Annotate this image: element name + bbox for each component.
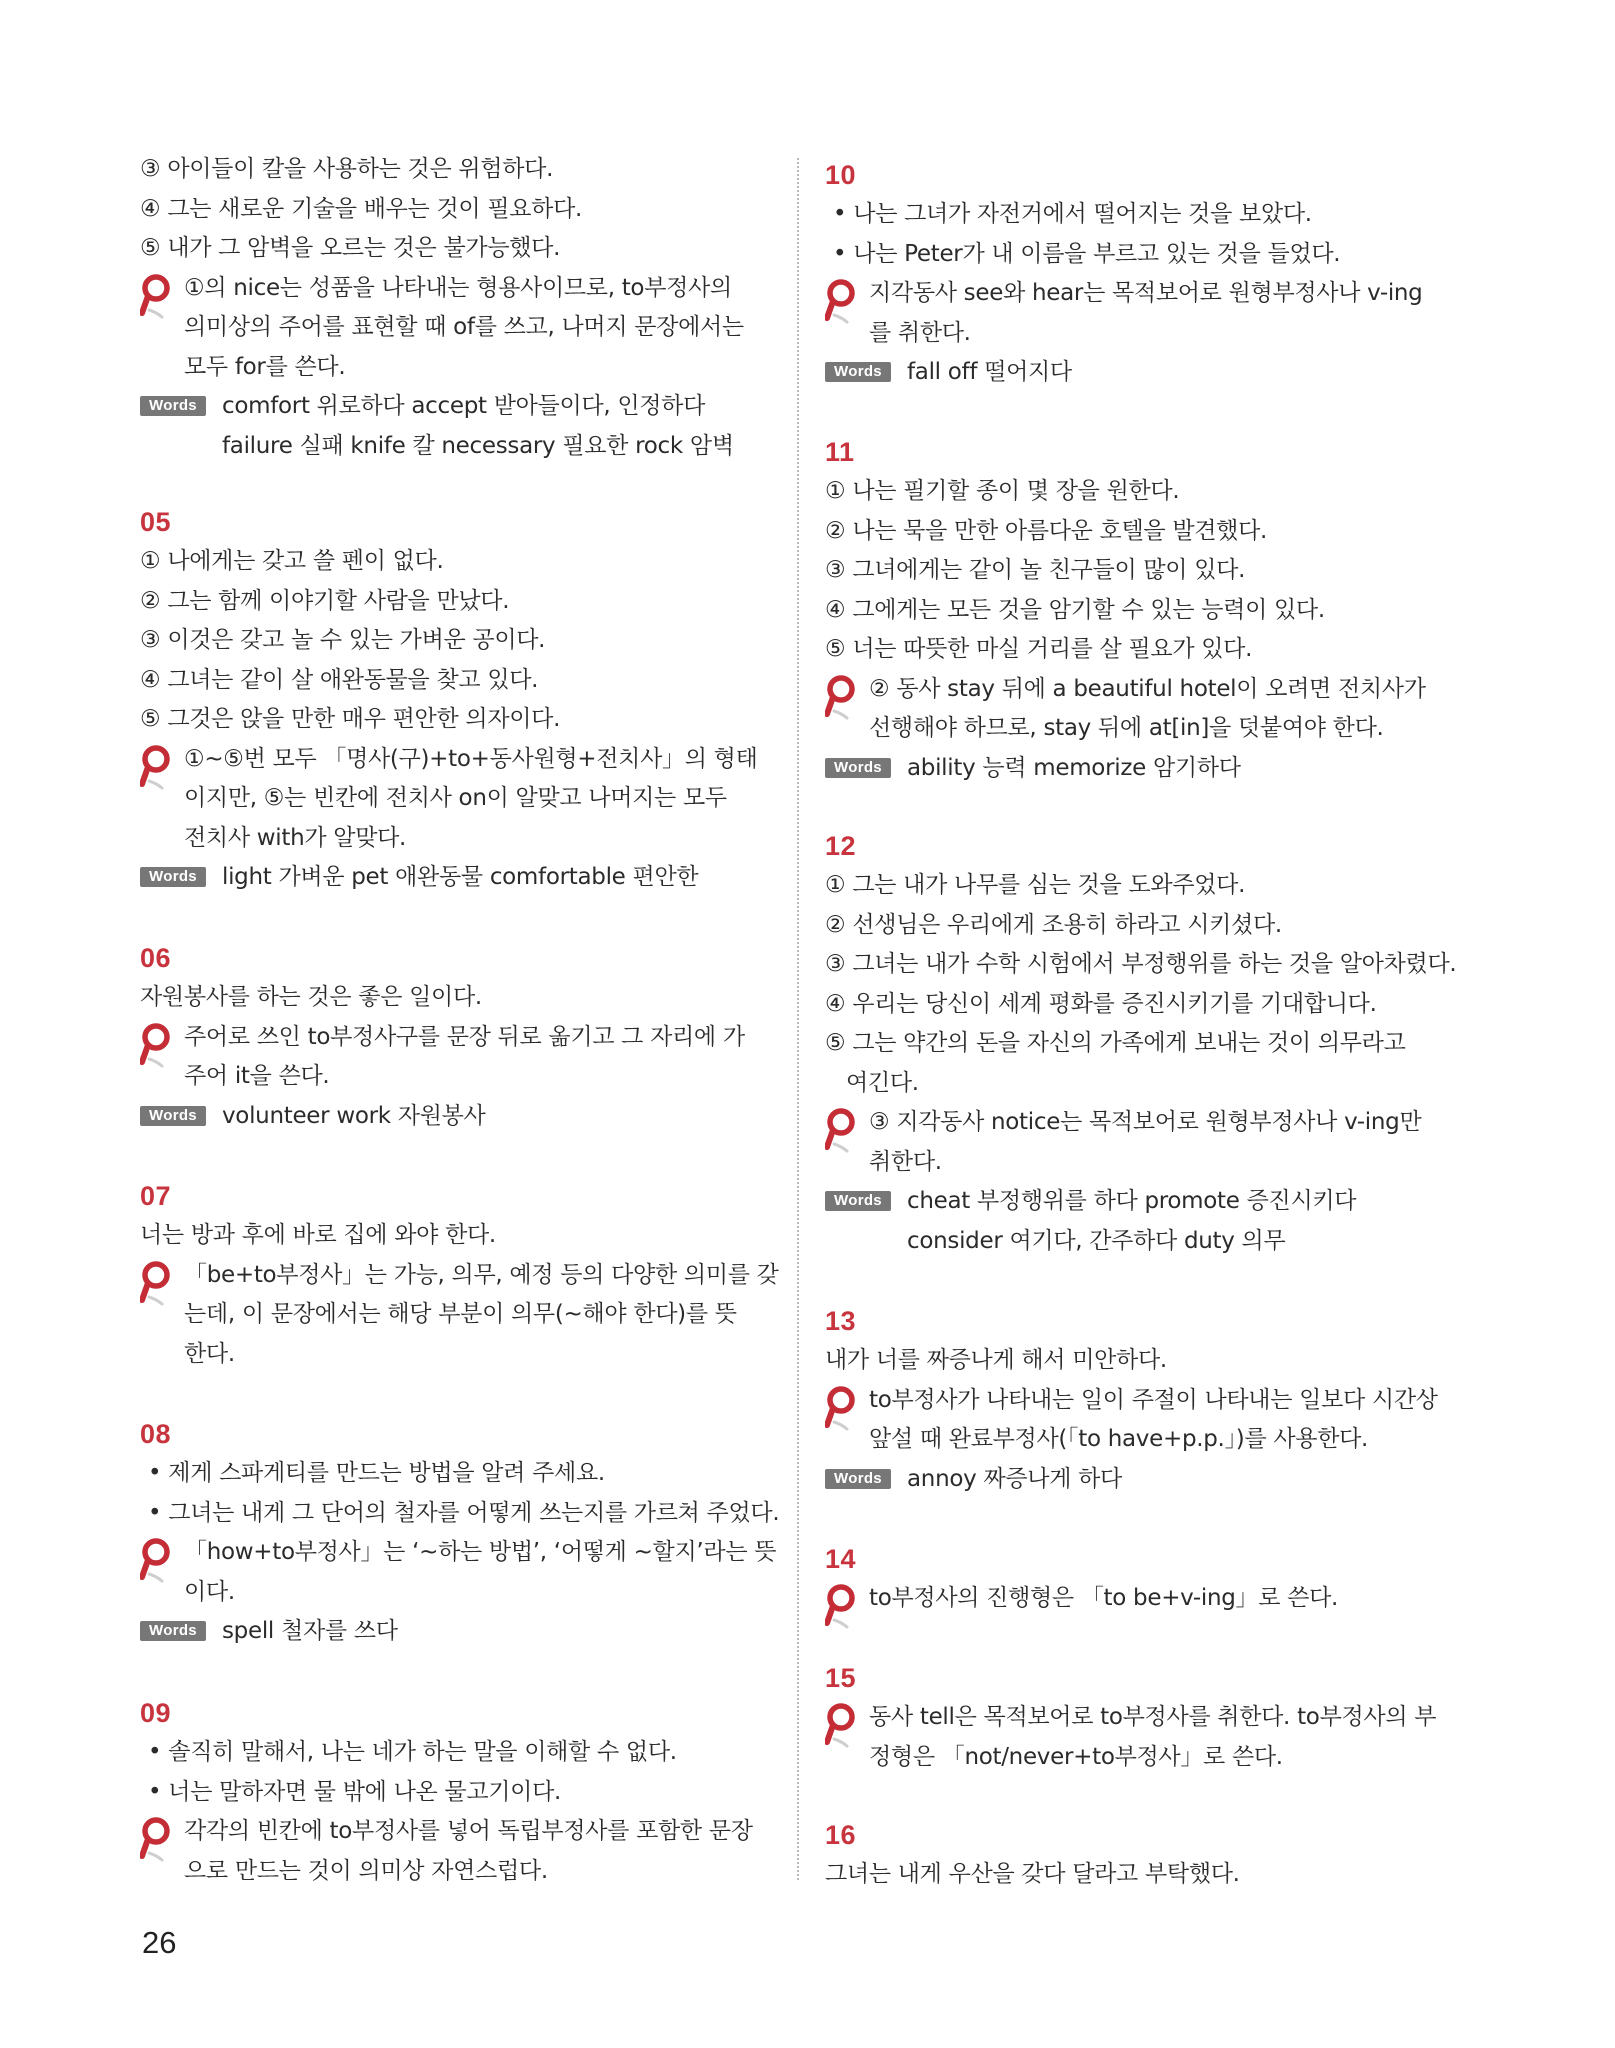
answer-line: • 솔직히 말해서, 나는 네가 하는 말을 이해할 수 없다.	[148, 1739, 677, 1765]
answer-line: ③ 이것은 갖고 놀 수 있는 가벼운 공이다.	[140, 627, 546, 653]
words-tag: Words	[825, 758, 891, 778]
words-box	[140, 1097, 770, 1137]
answer-line: 내가 너를 짜증나게 해서 미안하다.	[825, 1347, 1167, 1373]
answer-line: ② 나는 묵을 만한 아름다운 호텔을 발견했다.	[825, 517, 1268, 544]
question-09	[140, 1693, 770, 1891]
note-line: to부정사가 나타내는 일이 주절이 나타내는 일보다 시간상	[869, 1386, 1438, 1413]
note-line: 선행해야 하므로, stay 뒤에 at[in]을 덧붙여야 한다.	[869, 715, 1384, 741]
question-12	[825, 826, 1457, 1261]
explanation-note	[140, 1018, 770, 1097]
magnifier-icon	[825, 1702, 863, 1748]
question-number: 11	[825, 437, 855, 467]
note-line: 모두 for를 쓴다.	[184, 353, 346, 380]
magnifier-icon	[825, 1583, 863, 1629]
question-number: 08	[140, 1419, 172, 1449]
words-line: consider 여기다, 간주하다 duty 의무	[907, 1227, 1286, 1254]
question-number: 15	[825, 1663, 857, 1693]
page-number: 26	[142, 1925, 177, 1960]
question-06	[140, 938, 770, 1136]
words-line: comfort 위로하다 accept 받아들이다, 인정하다	[222, 393, 706, 419]
answer-line: ⑤ 너는 따뜻한 마실 거리를 살 필요가 있다.	[825, 636, 1253, 662]
words-tag: Words	[140, 1106, 206, 1126]
words-line: annoy 짜증나게 하다	[907, 1465, 1122, 1492]
note-line: 「be+to부정사」는 가능, 의무, 예정 등의 다양한 의미를 갖	[184, 1261, 779, 1288]
note-line: 지각동사 see와 hear는 목적보어로 원형부정사나 v-ing	[869, 280, 1423, 306]
answer-line: 여긴다.	[825, 1069, 919, 1096]
note-line: 한다.	[184, 1340, 235, 1367]
answer-line: ③ 아이들이 칼을 사용하는 것은 위험하다.	[140, 156, 554, 182]
explanation-note	[140, 1533, 777, 1612]
answer-line: ① 나는 필기할 종이 몇 장을 원한다.	[825, 478, 1180, 504]
words-box	[140, 1612, 770, 1652]
question-07	[140, 1176, 779, 1374]
explanation-note	[825, 274, 1457, 353]
explanation-note	[825, 1698, 1457, 1777]
note-line: 정형은 「not/never+to부정사」로 쓴다.	[869, 1743, 1283, 1770]
answer-line: 자원봉사를 하는 것은 좋은 일이다.	[140, 984, 482, 1010]
question-number: 09	[140, 1698, 172, 1728]
words-line: volunteer work 자원봉사	[222, 1102, 486, 1129]
question-number: 13	[825, 1306, 857, 1336]
words-line: cheat 부정행위를 하다 promote 증진시키다	[907, 1188, 1357, 1214]
note-line: 를 취한다.	[869, 319, 971, 346]
explanation-note	[825, 670, 1457, 749]
answer-line: ④ 그녀는 같이 살 애완동물을 찾고 있다.	[140, 666, 539, 693]
answer-line: ④ 그는 새로운 기술을 배우는 것이 필요하다.	[140, 195, 583, 222]
words-tag: Words	[825, 362, 891, 382]
question-16	[825, 1815, 1457, 1895]
question-number: 07	[140, 1181, 172, 1211]
magnifier-icon	[825, 1107, 863, 1153]
words-tag: Words	[140, 867, 206, 887]
question-number: 16	[825, 1820, 857, 1850]
answer-line: ⑤ 그는 약간의 돈을 자신의 가족에게 보내는 것이 의무라고	[825, 1030, 1406, 1056]
words-line: spell 철자를 쓰다	[222, 1618, 398, 1644]
answer-line: ⑤ 내가 그 암벽을 오르는 것은 불가능했다.	[140, 235, 561, 261]
note-line: 는데, 이 문장에서는 해당 부분이 의무(~해야 한다)를 뜻	[184, 1301, 737, 1327]
note-line: 이지만, ⑤는 빈칸에 전치사 on이 알맞고 나머지는 모두	[184, 785, 727, 811]
note-line: ② 동사 stay 뒤에 a beautiful hotel이 오려면 전치사가	[869, 675, 1426, 702]
question-14	[825, 1539, 1457, 1619]
q04-continued	[140, 150, 770, 466]
question-number: 10	[825, 160, 857, 190]
question-15	[825, 1658, 1457, 1777]
magnifier-icon	[140, 1537, 178, 1583]
note-line: ①~⑤번 모두 「명사(구)+to+동사원형+전치사」의 형태	[184, 745, 758, 772]
words-box	[825, 1460, 1457, 1500]
explanation-note	[825, 1103, 1457, 1182]
question-11	[825, 432, 1457, 788]
question-number: 14	[825, 1544, 857, 1574]
note-line: 「how+to부정사」는 ‘~하는 방법’, ‘어떻게 ~할지’라는 뜻	[184, 1539, 777, 1565]
words-tag: Words	[140, 396, 206, 416]
magnifier-icon	[140, 273, 178, 319]
answer-line: 그녀는 내게 우산을 갖다 달라고 부탁했다.	[825, 1861, 1240, 1887]
answer-line: 너는 방과 후에 바로 집에 와야 한다.	[140, 1222, 496, 1248]
words-box	[825, 749, 1457, 789]
note-line: 주어 it을 쓴다.	[184, 1063, 330, 1089]
answer-line: ③ 그녀에게는 같이 놀 친구들이 많이 있다.	[825, 557, 1246, 583]
question-number: 06	[140, 943, 172, 973]
words-line: fall off 떨어지다	[907, 359, 1072, 385]
answer-line: ② 그는 함께 이야기할 사람을 만났다.	[140, 587, 510, 614]
explanation-note	[140, 269, 770, 388]
answer-line: ④ 우리는 당신이 세계 평화를 증진시키기를 기대합니다.	[825, 990, 1377, 1017]
note-line: ③ 지각동사 notice는 목적보어로 원형부정사나 v-ing만	[869, 1109, 1422, 1135]
explanation-note	[140, 1812, 770, 1891]
note-line: 전치사 with가 알맞다.	[184, 824, 407, 851]
question-05	[140, 502, 770, 898]
magnifier-icon	[825, 674, 863, 720]
words-box	[140, 858, 770, 898]
question-number: 12	[825, 831, 857, 861]
magnifier-icon	[825, 1385, 863, 1431]
magnifier-icon	[825, 278, 863, 324]
answer-line: • 나는 Peter가 내 이름을 부르고 있는 것을 들었다.	[833, 240, 1341, 267]
explanation-note	[825, 1381, 1457, 1460]
answer-line: ⑤ 그것은 앉을 만한 매우 편안한 의자이다.	[140, 706, 561, 732]
answer-line: ① 나에게는 갖고 쓸 펜이 없다.	[140, 548, 444, 574]
question-08	[140, 1414, 780, 1652]
answer-line: • 너는 말하자면 물 밖에 나온 물고기이다.	[148, 1778, 562, 1805]
column-divider	[797, 158, 799, 1880]
note-line: 주어로 쓰인 to부정사구를 문장 뒤로 옮기고 그 자리에 가	[184, 1023, 745, 1050]
explanation-note	[140, 1256, 779, 1375]
answer-line: ① 그는 내가 나무를 심는 것을 도와주었다.	[825, 872, 1246, 898]
note-line: 각각의 빈칸에 to부정사를 넣어 독립부정사를 포함한 문장	[184, 1818, 753, 1844]
question-13	[825, 1301, 1457, 1499]
explanation-note	[140, 740, 770, 859]
words-box	[140, 387, 770, 466]
words-box	[825, 1182, 1457, 1261]
words-tag: Words	[825, 1191, 891, 1211]
answer-line: • 제게 스파게티를 만드는 방법을 알려 주세요.	[148, 1460, 605, 1486]
note-line: to부정사의 진행형은 「to be+v-ing」로 쓴다.	[869, 1585, 1339, 1611]
magnifier-icon	[140, 1260, 178, 1306]
magnifier-icon	[140, 744, 178, 790]
note-line: 취한다.	[869, 1148, 942, 1175]
words-line: ability 능력 memorize 암기하다	[907, 754, 1241, 781]
words-line: light 가벼운 pet 애완동물 comfortable 편안한	[222, 864, 699, 890]
note-line: 이다.	[184, 1578, 235, 1605]
answer-line: • 그녀는 내게 그 단어의 철자를 어떻게 쓰는지를 가르쳐 주었다.	[148, 1499, 780, 1526]
words-line: failure 실패 knife 칼 necessary 필요한 rock 암벽	[222, 432, 734, 459]
magnifier-icon	[140, 1022, 178, 1068]
words-tag: Words	[140, 1621, 206, 1641]
question-10	[825, 155, 1457, 393]
note-line: 동사 tell은 목적보어로 to부정사를 취한다. to부정사의 부	[869, 1704, 1437, 1730]
answer-line: • 나는 그녀가 자전거에서 떨어지는 것을 보았다.	[833, 201, 1312, 227]
note-line: ①의 nice는 성품을 나타내는 형용사이므로, to부정사의	[184, 274, 732, 301]
answer-line: ② 선생님은 우리에게 조용히 하라고 시키셨다.	[825, 911, 1282, 938]
magnifier-icon	[140, 1816, 178, 1862]
words-box	[825, 353, 1457, 393]
explanation-note	[825, 1579, 1457, 1619]
note-line: 의미상의 주어를 표현할 때 of를 쓰고, 나머지 문장에서는	[184, 314, 744, 340]
answer-line: ④ 그에게는 모든 것을 암기할 수 있는 능력이 있다.	[825, 596, 1325, 623]
note-line: 으로 만드는 것이 의미상 자연스럽다.	[184, 1857, 548, 1884]
note-line: 앞설 때 완료부정사(「to have+p.p.」)를 사용한다.	[869, 1426, 1369, 1452]
words-tag: Words	[825, 1469, 891, 1489]
answer-line: ③ 그녀는 내가 수학 시험에서 부정행위를 하는 것을 알아차렸다.	[825, 951, 1457, 977]
question-number: 05	[140, 507, 172, 537]
